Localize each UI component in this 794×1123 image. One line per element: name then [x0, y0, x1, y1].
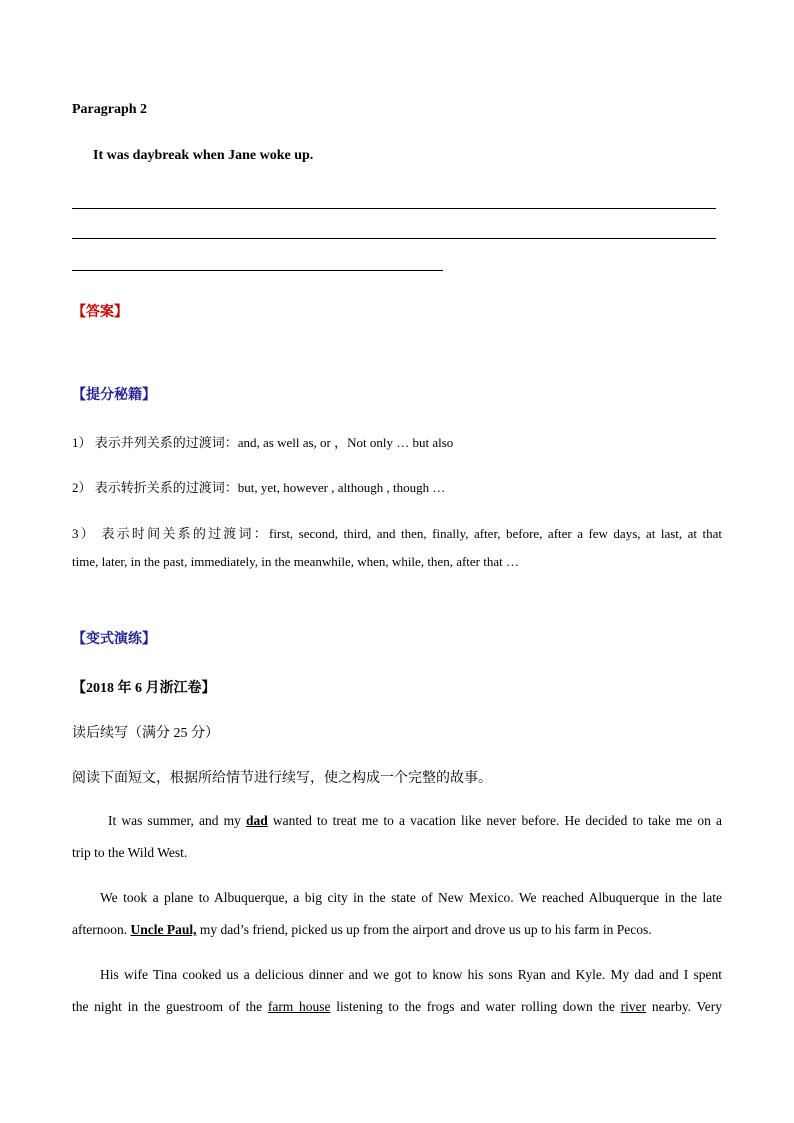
underlined-river: river [620, 999, 647, 1014]
answer-heading: 【答案】 [72, 305, 128, 320]
exam-source: 【2018 年 6 月浙江卷】 [72, 681, 216, 696]
story-paragraph-1-line-1: It was summer, and my dad wanted to treat me to a vacation like never before. He decided to take me on a [108, 813, 722, 828]
story-paragraph-2-line-2: afternoon. Uncle Paul, my dad’s friend, picked us up from the airport and drove us up to his farm in Pecos. [72, 922, 652, 937]
task-title: 读后续写（满分 25 分） [72, 726, 219, 741]
given-first-sentence: It was daybreak when Jane woke up. [93, 148, 314, 163]
tip-item-3-line-2: time, later, in the past, immediately, in the meanwhile, when, while, then, after that … [72, 554, 520, 569]
underlined-farm-house: farm house [267, 999, 331, 1014]
story-paragraph-3-line-1: His wife Tina cooked us a delicious dinner and we got to know his sons Ryan and Kyle. My dad and I spent [100, 967, 722, 982]
underlined-uncle-paul: Uncle Paul, [130, 922, 197, 937]
tip-item-3-line-1: 3） 表示时间关系的过渡词：first, second, third, and then, finally, after, before, after a few days, at last, at that [72, 526, 722, 541]
writing-line-2 [72, 238, 716, 239]
variant-heading: 【变式演练】 [72, 632, 156, 647]
story-paragraph-2-line-1: We took a plane to Albuquerque, a big city in the state of New Mexico. We reached Albuquerque in the late [100, 890, 722, 905]
story-paragraph-1-line-2: trip to the Wild West. [72, 845, 188, 860]
underlined-word-dad: dad [245, 813, 268, 828]
writing-line-3 [72, 270, 443, 271]
task-instruction: 阅读下面短文，根据所给情节进行续写，使之构成一个完整的故事。 [72, 771, 492, 786]
story-paragraph-3-line-2: the night in the guestroom of the farm house listening to the frogs and water rolling down the river nearby. Very [72, 999, 723, 1014]
paragraph-label: Paragraph 2 [72, 102, 148, 117]
tips-heading: 【提分秘籍】 [72, 388, 156, 403]
tip-item-1: 1） 表示并列关系的过渡词：and, as well as, or ，Not only … but also [72, 435, 454, 450]
tip-item-2: 2） 表示转折关系的过渡词：but, yet, however , although , though … [72, 480, 446, 495]
writing-line-1 [72, 208, 716, 209]
